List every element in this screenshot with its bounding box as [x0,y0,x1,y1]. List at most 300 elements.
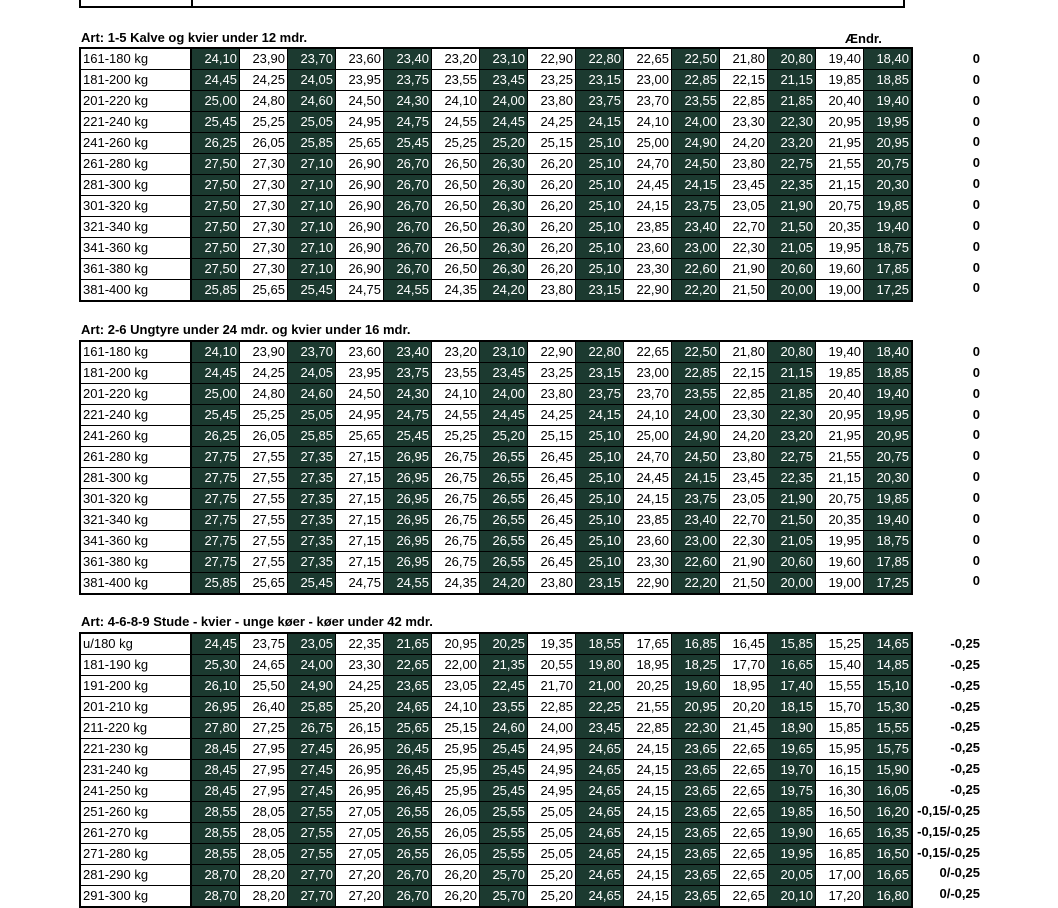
price-cell: 24,30 [384,384,432,405]
price-cell: 24,45 [624,468,672,489]
price-cell: 28,05 [240,802,288,823]
price-cell: 25,85 [288,133,336,154]
price-cell: 21,15 [816,175,864,196]
price-cell: 21,05 [768,531,816,552]
price-cell: 23,85 [624,510,672,531]
price-change-value: 0 [972,259,980,275]
price-cell: 25,20 [528,865,576,886]
price-cell: 20,40 [816,384,864,405]
price-cell: 21,95 [816,426,864,447]
price-cell: 26,05 [240,133,288,154]
table-row [80,697,912,718]
weight-class-label: 221-240 kg [80,405,191,426]
price-cell: 27,15 [336,510,384,531]
price-cell: 19,90 [768,823,816,844]
price-change-value: -0,25 [950,636,980,651]
price-cell: 28,45 [191,760,240,781]
price-cell: 24,90 [672,426,720,447]
price-cell: 24,15 [624,781,672,802]
price-cell: 25,45 [480,739,528,760]
price-cell: 24,65 [576,781,624,802]
price-cell: 17,85 [864,552,913,573]
price-cell: 24,60 [480,718,528,739]
price-cell: 16,85 [672,633,720,655]
price-cell: 27,10 [288,154,336,175]
price-cell: 26,55 [480,489,528,510]
price-cell: 26,20 [528,175,576,196]
price-cell: 26,95 [336,781,384,802]
price-cell: 27,25 [240,718,288,739]
table-row [80,886,912,908]
price-cell: 16,35 [864,823,913,844]
price-cell: 23,30 [720,112,768,133]
table-row [80,468,912,489]
price-cell: 26,95 [384,489,432,510]
price-cell: 23,65 [672,823,720,844]
price-cell: 23,95 [336,70,384,91]
price-cell: 20,95 [864,426,913,447]
price-cell: 20,95 [816,405,864,426]
price-change-value: 0 [972,71,980,87]
price-cell: 24,00 [528,718,576,739]
change-column-header: Ændr. [845,31,882,46]
price-cell: 26,45 [528,489,576,510]
price-cell: 15,90 [864,760,913,781]
price-cell: 23,75 [384,70,432,91]
price-cell: 25,70 [480,886,528,908]
price-cell: 24,35 [432,573,480,595]
price-cell: 27,10 [288,217,336,238]
price-cell: 24,20 [720,133,768,154]
table-row [80,426,912,447]
price-cell: 23,55 [480,697,528,718]
price-cell: 24,20 [720,426,768,447]
price-cell: 20,75 [816,489,864,510]
price-cell: 23,45 [720,175,768,196]
price-cell: 28,55 [191,844,240,865]
weight-class-label: 201-220 kg [80,91,191,112]
price-cell: 24,45 [191,633,240,655]
price-cell: 27,15 [336,468,384,489]
price-change-value: -0,25 [950,677,980,693]
section-title: Art: 2-6 Ungtyre under 24 mdr. og kvier under 16 mdr. [81,322,411,337]
price-cell: 15,75 [864,739,913,760]
price-cell: 25,95 [432,781,480,802]
price-cell: 18,40 [864,341,913,363]
price-cell: 27,95 [240,781,288,802]
price-cell: 24,75 [336,280,384,302]
price-cell: 24,50 [672,447,720,468]
weight-class-label: 281-300 kg [80,175,191,196]
price-cell: 25,00 [191,384,240,405]
table-row [80,531,912,552]
price-cell: 26,45 [384,781,432,802]
price-cell: 23,55 [432,363,480,384]
price-cell: 26,75 [432,510,480,531]
price-cell: 17,85 [864,259,913,280]
table-row [80,133,912,154]
price-change-value: 0 [972,448,980,464]
price-cell: 21,50 [768,510,816,531]
price-cell: 25,10 [576,426,624,447]
price-change-value: 0 [972,427,980,443]
price-cell: 26,20 [432,865,480,886]
price-change-value: -0,25 [950,656,980,672]
price-cell: 18,90 [768,718,816,739]
price-cell: 23,90 [240,341,288,363]
price-cell: 27,55 [288,802,336,823]
price-cell: 17,00 [816,865,864,886]
price-cell: 24,55 [384,573,432,595]
price-change-value: 0 [972,280,980,296]
price-cell: 26,95 [384,447,432,468]
price-cell: 26,75 [288,718,336,739]
price-cell: 16,65 [768,655,816,676]
weight-class-label: 181-200 kg [80,70,191,91]
price-cell: 24,20 [480,573,528,595]
table-row [80,70,912,91]
price-cell: 22,25 [576,697,624,718]
table-row [80,676,912,697]
price-cell: 23,65 [672,760,720,781]
price-cell: 28,55 [191,823,240,844]
price-cell: 19,85 [864,489,913,510]
price-cell: 19,60 [672,676,720,697]
price-cell: 20,75 [864,447,913,468]
price-cell: 23,30 [720,405,768,426]
price-table [79,340,913,595]
price-cell: 27,30 [240,175,288,196]
price-cell: 24,30 [384,91,432,112]
price-cell: 26,55 [480,447,528,468]
weight-class-label: 271-280 kg [80,844,191,865]
price-cell: 26,40 [240,697,288,718]
price-cell: 24,25 [240,70,288,91]
weight-class-label: 321-340 kg [80,217,191,238]
price-cell: 26,45 [528,510,576,531]
price-cell: 25,45 [288,280,336,302]
price-cell: 25,10 [576,489,624,510]
price-cell: 25,25 [432,133,480,154]
price-cell: 28,70 [191,865,240,886]
price-cell: 25,55 [480,844,528,865]
price-cell: 24,75 [384,112,432,133]
price-cell: 25,95 [432,739,480,760]
price-cell: 23,15 [576,70,624,91]
price-cell: 23,65 [672,802,720,823]
price-cell: 26,95 [384,552,432,573]
price-cell: 26,10 [191,676,240,697]
weight-class-label: 261-280 kg [80,154,191,175]
price-cell: 24,15 [576,112,624,133]
price-cell: 22,15 [720,70,768,91]
table-row [80,384,912,405]
price-cell: 24,15 [624,865,672,886]
price-cell: 24,65 [576,844,624,865]
price-cell: 22,85 [720,384,768,405]
price-cell: 25,00 [191,91,240,112]
price-cell: 25,45 [191,405,240,426]
price-cell: 19,85 [816,70,864,91]
price-cell: 26,20 [528,196,576,217]
weight-class-label: 191-200 kg [80,676,191,697]
price-change-value: -0,25 [950,761,980,777]
price-cell: 22,65 [720,886,768,908]
price-cell: 26,50 [432,175,480,196]
price-cell: 24,95 [528,739,576,760]
price-cell: 25,30 [191,655,240,676]
price-cell: 22,65 [720,844,768,865]
price-cell: 24,45 [480,112,528,133]
table-row [80,154,912,175]
price-cell: 26,90 [336,175,384,196]
price-cell: 23,70 [624,91,672,112]
price-cell: 27,15 [336,447,384,468]
price-change-value: -0,15/-0,25 [917,802,980,818]
price-cell: 27,55 [240,468,288,489]
price-cell: 25,10 [576,238,624,259]
price-cell: 21,50 [720,280,768,302]
price-cell: 24,10 [191,341,240,363]
price-cell: 16,80 [864,886,913,908]
price-cell: 22,50 [672,341,720,363]
price-cell: 16,45 [720,633,768,655]
price-cell: 24,15 [672,175,720,196]
price-cell: 22,70 [720,217,768,238]
price-cell: 20,95 [816,112,864,133]
price-cell: 22,20 [672,280,720,302]
price-cell: 23,60 [624,531,672,552]
price-cell: 27,05 [336,823,384,844]
price-cell: 23,15 [576,280,624,302]
price-cell: 24,15 [624,844,672,865]
price-cell: 19,60 [816,552,864,573]
price-cell: 27,45 [288,781,336,802]
price-cell: 23,05 [288,633,336,655]
price-cell: 28,70 [191,886,240,908]
price-cell: 27,45 [288,739,336,760]
price-cell: 27,75 [191,510,240,531]
price-cell: 25,85 [191,280,240,302]
price-cell: 25,55 [480,802,528,823]
price-cell: 20,35 [816,510,864,531]
price-cell: 25,10 [576,175,624,196]
price-cell: 26,90 [336,238,384,259]
price-change-value: 0 [972,469,980,485]
price-cell: 21,50 [768,217,816,238]
price-cell: 26,95 [336,760,384,781]
price-cell: 27,75 [191,447,240,468]
price-cell: 26,75 [432,489,480,510]
price-cell: 26,05 [432,823,480,844]
price-cell: 26,45 [528,552,576,573]
price-cell: 23,10 [480,48,528,70]
price-cell: 27,35 [288,468,336,489]
price-cell: 22,65 [624,48,672,70]
price-cell: 26,45 [528,531,576,552]
price-table [79,632,913,908]
price-cell: 19,00 [816,573,864,595]
price-cell: 25,15 [432,718,480,739]
price-cell: 27,20 [336,865,384,886]
price-cell: 25,10 [576,154,624,175]
price-cell: 24,10 [432,91,480,112]
weight-class-label: 201-210 kg [80,697,191,718]
price-cell: 26,95 [191,697,240,718]
price-change-value: 0 [972,196,980,212]
price-cell: 17,20 [816,886,864,908]
price-cell: 23,45 [480,363,528,384]
price-cell: 23,40 [672,510,720,531]
price-cell: 27,75 [191,552,240,573]
price-cell: 23,55 [672,91,720,112]
price-cell: 22,90 [528,48,576,70]
price-cell: 26,50 [432,217,480,238]
price-cell: 25,45 [480,760,528,781]
price-cell: 22,65 [720,802,768,823]
price-change-value: 0 [972,113,980,129]
price-cell: 27,20 [336,886,384,908]
table-row [80,655,912,676]
price-cell: 23,20 [768,426,816,447]
price-cell: 22,65 [720,739,768,760]
price-cell: 27,30 [240,217,288,238]
price-cell: 21,15 [768,363,816,384]
price-change-value: -0,15/-0,25 [917,823,980,839]
price-cell: 15,85 [768,633,816,655]
price-cell: 26,15 [336,718,384,739]
table-row [80,112,912,133]
price-cell: 25,15 [528,426,576,447]
price-cell: 26,30 [480,154,528,175]
price-cell: 26,30 [480,196,528,217]
price-cell: 24,70 [624,154,672,175]
price-cell: 23,55 [432,70,480,91]
price-cell: 19,70 [768,760,816,781]
price-cell: 21,80 [720,341,768,363]
price-cell: 24,75 [384,405,432,426]
price-cell: 22,30 [768,405,816,426]
price-cell: 19,60 [816,259,864,280]
price-cell: 25,10 [576,259,624,280]
price-cell: 22,60 [672,552,720,573]
price-cell: 23,20 [768,133,816,154]
price-cell: 27,75 [191,468,240,489]
price-cell: 15,70 [816,697,864,718]
top-table-fragment [79,0,905,8]
price-cell: 16,05 [864,781,913,802]
price-cell: 18,55 [576,633,624,655]
price-cell: 26,95 [384,468,432,489]
price-cell: 23,80 [720,447,768,468]
price-cell: 19,40 [816,48,864,70]
price-change-value: 0/-0,25 [939,865,980,881]
price-cell: 25,25 [240,405,288,426]
price-cell: 23,65 [672,781,720,802]
price-cell: 26,55 [480,468,528,489]
price-cell: 19,00 [816,280,864,302]
price-cell: 18,95 [624,655,672,676]
price-cell: 24,70 [624,447,672,468]
price-cell: 24,15 [624,489,672,510]
price-cell: 24,15 [624,760,672,781]
price-cell: 23,80 [528,573,576,595]
price-cell: 24,15 [624,823,672,844]
table-row [80,552,912,573]
price-cell: 27,75 [191,531,240,552]
price-cell: 27,55 [240,489,288,510]
price-cell: 26,20 [528,259,576,280]
price-cell: 26,55 [384,844,432,865]
price-cell: 23,75 [240,633,288,655]
price-cell: 24,65 [576,886,624,908]
price-cell: 25,10 [576,531,624,552]
weight-class-label: 381-400 kg [80,280,191,302]
price-cell: 25,10 [576,217,624,238]
price-cell: 26,20 [528,238,576,259]
price-cell: 24,25 [528,112,576,133]
price-cell: 19,40 [864,91,913,112]
weight-class-label: 361-380 kg [80,259,191,280]
price-cell: 27,35 [288,510,336,531]
price-cell: 24,45 [191,363,240,384]
price-cell: 18,85 [864,70,913,91]
price-cell: 23,70 [624,384,672,405]
price-cell: 25,45 [191,112,240,133]
price-cell: 23,00 [624,363,672,384]
price-cell: 18,25 [672,655,720,676]
price-cell: 27,50 [191,238,240,259]
price-cell: 18,75 [864,238,913,259]
price-cell: 19,85 [816,363,864,384]
weight-class-label: 301-320 kg [80,196,191,217]
price-cell: 25,25 [240,112,288,133]
price-cell: 23,55 [672,384,720,405]
price-cell: 24,05 [288,363,336,384]
price-cell: 23,05 [432,676,480,697]
price-cell: 22,45 [480,676,528,697]
table-row [80,259,912,280]
price-cell: 24,00 [672,405,720,426]
price-cell: 26,55 [480,531,528,552]
price-cell: 26,55 [384,823,432,844]
price-cell: 27,95 [240,739,288,760]
price-cell: 23,80 [528,384,576,405]
price-cell: 18,15 [768,697,816,718]
price-cell: 24,25 [240,363,288,384]
price-cell: 26,45 [528,468,576,489]
price-cell: 22,70 [720,510,768,531]
price-cell: 20,35 [816,217,864,238]
price-cell: 23,70 [288,48,336,70]
price-cell: 23,15 [576,573,624,595]
price-cell: 16,50 [864,844,913,865]
price-cell: 24,00 [288,655,336,676]
price-cell: 23,05 [720,196,768,217]
price-cell: 27,15 [336,531,384,552]
price-cell: 16,30 [816,781,864,802]
price-cell: 22,50 [672,48,720,70]
price-cell: 23,00 [624,70,672,91]
price-cell: 25,00 [624,133,672,154]
price-cell: 22,30 [768,112,816,133]
price-change-value: 0/-0,25 [939,886,980,902]
price-cell: 20,20 [720,697,768,718]
price-cell: 27,35 [288,489,336,510]
weight-class-label: 361-380 kg [80,552,191,573]
price-cell: 24,95 [336,112,384,133]
price-cell: 20,05 [768,865,816,886]
